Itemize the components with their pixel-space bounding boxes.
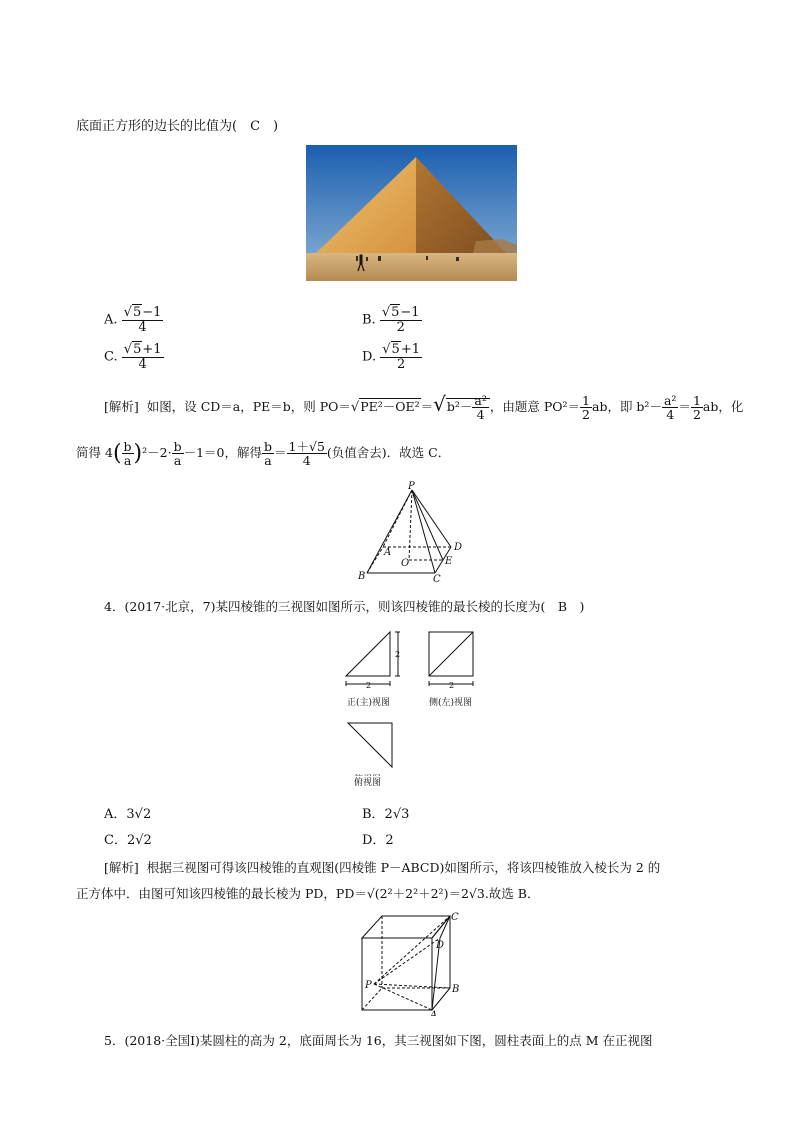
dim-side-width: 2 — [449, 681, 455, 690]
analysis-tag: [解析] — [104, 860, 139, 875]
option-b-label: B. — [362, 312, 376, 328]
option-c-label: C. — [104, 349, 118, 365]
dim-front-width: 2 — [366, 681, 372, 690]
label-b: B — [358, 571, 366, 582]
q3-option-c — [104, 343, 164, 371]
option-d-label: D. — [362, 349, 377, 365]
label-c: C — [451, 912, 459, 923]
q4-option-b: B．2√3 — [362, 807, 410, 822]
label-b: B — [452, 984, 460, 995]
option-a-label: A. — [104, 312, 118, 328]
label-a: A — [430, 1010, 438, 1016]
q4-analysis-line1: [解析] 根据三视图可得该四棱锥的直观图(四棱锥 P－ABCD)如图所示，将该四棱锥放入棱长为 2 的 — [104, 860, 661, 875]
front-view-caption: 正(主)视图 — [347, 698, 391, 708]
q4-option-c: C．2√2 — [104, 833, 152, 848]
label-o: O — [401, 558, 410, 569]
label-p: P — [365, 980, 372, 991]
q3-option-a — [104, 306, 163, 334]
three-views-diagram — [338, 626, 488, 776]
pyramid-photo-image — [306, 145, 517, 281]
label-a: A — [384, 547, 392, 558]
q4-option-a: A．3√2 — [104, 807, 152, 822]
label-d: D — [436, 940, 445, 951]
q3-pyramid-figure — [355, 480, 470, 582]
q4-analysis-line2: 正方体中．由图可知该四棱锥的最长棱为 PD，PD＝√(2²＋2²＋2²)＝2√3.故选 B． — [76, 886, 540, 901]
q3-analysis-line2: 简得 4( $\frac{b}{a}$ )²－2· $\frac{b}{a}$ －1＝0，解得 $\frac{b}{a}$ ＝ $\frac{1+√5}{4}$ (负值舍去)．故选 C． — [76, 439, 451, 469]
label-p: P — [408, 481, 415, 492]
q4-three-views — [338, 626, 488, 776]
q3-stem-tail: 底面正方形的边长的比值为( C ) — [76, 119, 279, 134]
label-c: C — [433, 574, 441, 582]
q4-stem: 4．(2017·北京，7)某四棱锥的三视图如图所示，则该四棱锥的最长棱的长度为( B ) — [104, 599, 585, 614]
option-c-fraction: $\frac{√5+1}{4}$ — [123, 342, 162, 372]
pyramid-diagram — [355, 480, 470, 582]
pyramid-photo — [306, 145, 517, 281]
label-d: D — [454, 542, 463, 553]
q3-option-d — [362, 343, 422, 371]
label-e: E — [445, 556, 453, 567]
dim-front-height: 2 — [395, 650, 401, 659]
cube-diagram — [352, 910, 467, 1016]
q5-stem: 5．(2018·全国Ⅰ)某圆柱的高为 2，底面周长为 16，其三视图如下图，圆柱表面上的点 M 在正视图 — [104, 1033, 653, 1048]
q4-cube-figure — [352, 910, 467, 1016]
option-a-fraction: $\frac{√5-1}{4}$ — [123, 305, 162, 335]
q3-analysis-line1: [解析] 如图，设 CD＝a，PE＝b，则 PO＝√PE²－OE²＝√b²－ $\frac{\text{a²}}{4}$ ，由题意 PO²＝ $\frac{1}{2}$ ab，即 b²－ $\frac{\text{a²}}{4}$ ＝ $\frac{1}{2}$ ab，化 — [104, 392, 744, 422]
side-view-caption: 侧(左)视图 — [429, 698, 473, 708]
analysis-tag: [解析] — [104, 399, 139, 414]
q3-option-b — [362, 306, 422, 334]
option-d-fraction: $\frac{√5+1}{2}$ — [382, 342, 420, 372]
top-view-caption-text: 俯视图 — [354, 778, 382, 788]
q4-option-d: D．2 — [362, 833, 394, 848]
option-b-fraction: $\frac{√5-1}{2}$ — [381, 305, 420, 335]
